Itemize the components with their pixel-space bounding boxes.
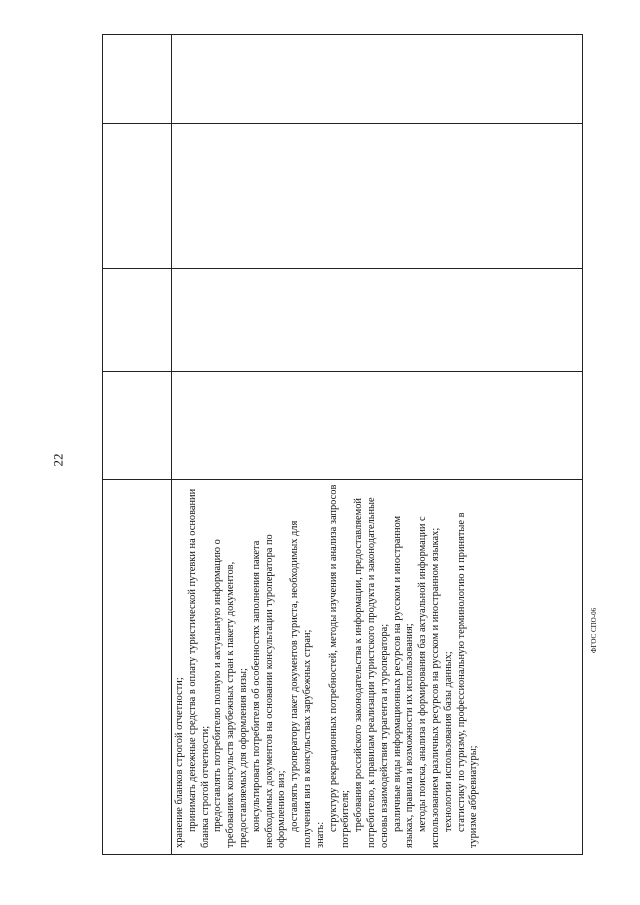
table-row-top bbox=[103, 35, 172, 855]
rotated-table-block bbox=[102, 35, 580, 855]
table-cell bbox=[172, 269, 583, 372]
table-cell bbox=[172, 372, 583, 480]
table-row-main bbox=[172, 35, 583, 855]
content-cell bbox=[172, 480, 583, 855]
cell-text bbox=[172, 480, 481, 854]
text-paragraph: методы поиска, анализа и формирования баз актуальной информации с использованием различных ресурсов на русском и иностранном языках; bbox=[417, 516, 441, 848]
table-cell bbox=[103, 269, 172, 372]
text-paragraph: требования российского законодательства к информации, предоставляемой потребителю, к правилам реализации туристского продукта и законодательные основы взаимодействия турагента и туроператора; bbox=[353, 497, 390, 848]
page-number: 22 bbox=[50, 453, 66, 467]
table-cell bbox=[103, 35, 172, 124]
text-paragraph: статистику по туризму, профессиональную терминологию и принятые в туризме аббревиатуры; bbox=[455, 512, 480, 848]
text-paragraph: знать: bbox=[314, 821, 326, 848]
text-paragraph: структуру рекреационных потребностей, методы изучения и анализа запросов потребителя; bbox=[327, 484, 352, 848]
content-table bbox=[102, 34, 583, 855]
table-cell bbox=[103, 124, 172, 269]
footer-code: ФГОС СПО-06 bbox=[590, 607, 598, 653]
text-paragraph: доставлять туроператору пакет документов туриста, необходимых для получения виз в консульствах зарубежных стран; bbox=[289, 520, 313, 848]
text-paragraph: принимать денежные средства в оплату туристической путевки на основании бланка строгой отчетности; bbox=[186, 488, 211, 848]
text-paragraph: консультировать потребителя об особенностях заполнения пакета необходимых документов на основании консультации туроператора по оформлению виз; bbox=[250, 534, 288, 848]
text-paragraph: технологии использования базы данных; bbox=[442, 651, 454, 832]
table-cell bbox=[103, 372, 172, 480]
table-cell bbox=[172, 124, 583, 269]
table-cell bbox=[172, 35, 583, 124]
text-paragraph: различные виды информационных ресурсов на русском и иностранном языках, правила и возможности их использования; bbox=[391, 515, 416, 848]
text-paragraph: предоставлять потребителю полную и актуальную информацию о требованиях консульств зарубежных стран к пакету документов, предоставляемых для оформления визы; bbox=[212, 539, 249, 848]
text-paragraph: хранение бланков строгой отчетности; bbox=[174, 677, 185, 848]
table-cell bbox=[103, 480, 172, 855]
